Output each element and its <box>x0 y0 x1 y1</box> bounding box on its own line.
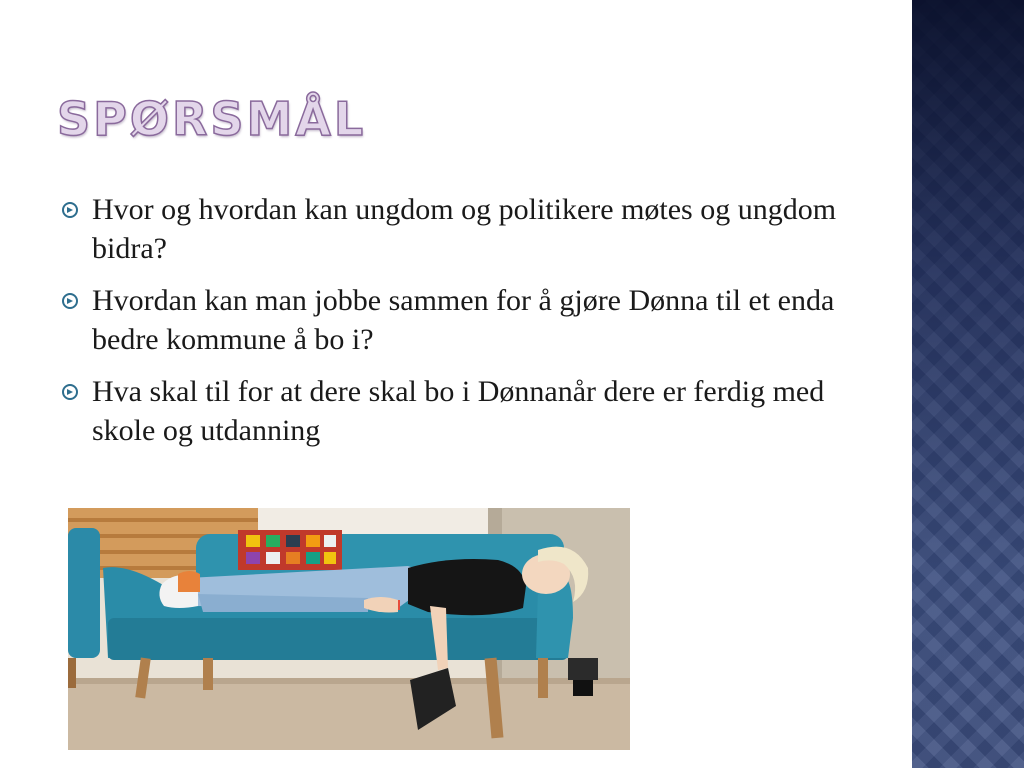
circled-arrow-icon <box>62 202 78 218</box>
bullet-text: Hvor og hvordan kan ungdom og politikere møtes og ungdom bidra? <box>92 193 837 265</box>
bullet-item <box>62 281 862 359</box>
circled-arrow-icon <box>62 384 78 400</box>
side-panel-decoration <box>912 0 1024 768</box>
slide-title: SPØRSMÅL <box>57 92 367 146</box>
circled-arrow-icon <box>62 293 78 309</box>
bullet-item <box>62 190 862 268</box>
bullet-list <box>62 190 862 463</box>
bullet-item <box>62 372 862 450</box>
bullet-text: Hva skal til for at dere skal bo i Dønnanår dere er ferdig med skole og utdanning <box>92 375 825 447</box>
photo-woman-on-sofa <box>68 508 630 750</box>
bullet-text: Hvordan kan man jobbe sammen for å gjøre Dønna til et enda bedre kommune å bo i? <box>92 284 835 356</box>
